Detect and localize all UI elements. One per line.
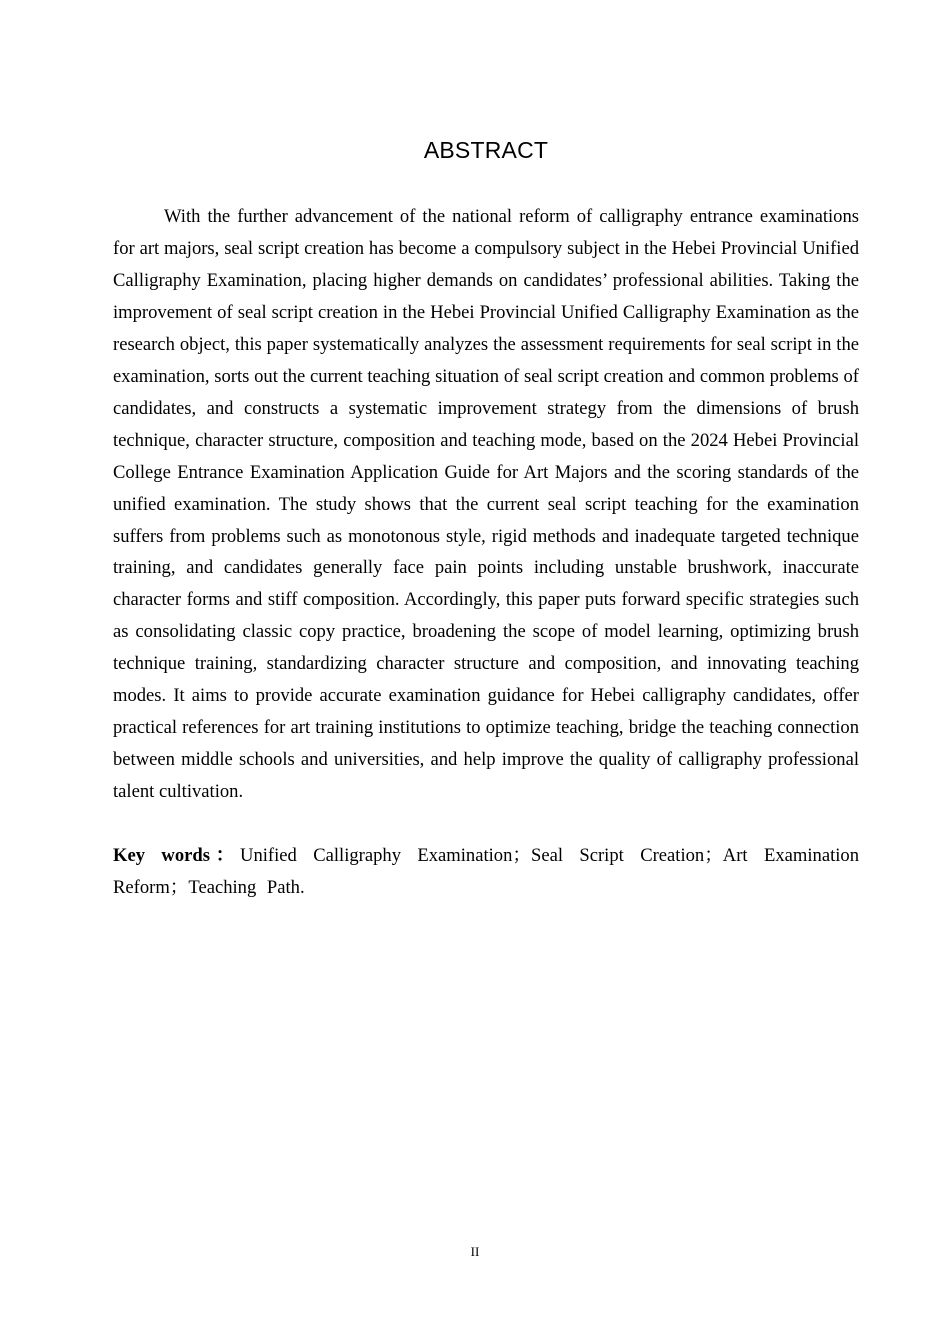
abstract-title: ABSTRACT: [423, 137, 549, 163]
abstract-body: With the further advancement of the national reform of calligraphy entrance examinations for art majors, seal script creation has become a compulsory subject in the Hebei Provincial Unified Calligraphy Examination, placing higher demands on candidates’ professional abilities. Taking the improvement of seal script creation in the Hebei Provincial Unified Calligraphy Examination as the research object, this paper systematically analyzes the assessment requirements for seal script in the examination, sorts out the current teaching situation of seal script creation and common problems of candidates, and constructs a systematic improvement strategy from the dimensions of brush technique, character structure, composition and teaching mode, based on the 2024 Hebei Provincial College Entrance Examination Application Guide for Art Majors and the scoring standards of the unified examination. The study shows that the current seal script teaching for the examination suffers from problems such as monotonous style, rigid methods and inadequate targeted technique training, and candidates generally face pain points including unstable brushwork, inaccurate character forms and stiff composition. Accordingly, this paper puts forward specific strategies such as consolidating classic copy practice, broadening the scope of model learning, optimizing brush technique training, standardizing character structure and composition, and innovating teaching modes. It aims to provide accurate examination guidance for Hebei calligraphy candidates, offer practical references for art training institutions to optimize teaching, bridge the teaching connection between middle schools and universities, and help improve the quality of calligraphy professional talent cultivation.: [113, 206, 859, 803]
keywords-label: Key words：: [113, 845, 241, 866]
keywords-text: Unified Calligraphy Examination；Seal Script Creation；Art Examination Reform；Teaching Path.: [113, 845, 859, 898]
keywords-paragraph: [113, 840, 859, 904]
page-number: II: [470, 1244, 480, 1259]
